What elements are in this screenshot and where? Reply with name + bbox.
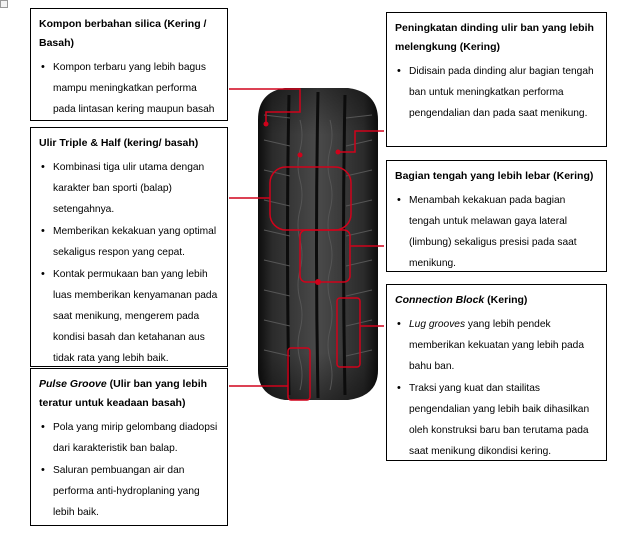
connection-bullets — [395, 314, 598, 462]
center-bullets — [395, 190, 598, 274]
pulse-title-rest: (Ulir ban yang lebih teratur untuk keadaan basah) — [39, 378, 208, 409]
silica-bullet-1: • Kompon terbaru yang lebih bagus mampu meningkatkan performa pada lintasan kering maupun basah — [39, 57, 219, 120]
connection-title-rest: (Kering) — [484, 294, 528, 306]
connection-bullet-1-rest: yang lebih pendek memberikan kekuatan yang lebih pada bahu ban. — [409, 319, 584, 372]
connection-bullet-2: • Traksi yang kuat dan stailitas pengendalian yang lebih baik dihasilkan oleh konstruksi baru ban terutama pada saat menikung dikondisi kering. — [395, 378, 598, 462]
wall-bullet-1: • Didisain pada dinding alur bagian tengah ban untuk meningkatkan performa pengendalian dan pada saat menikung. — [395, 61, 598, 124]
pulse-title — [39, 375, 219, 413]
connection-title-italic: Connection Block — [395, 294, 485, 306]
center-title: Bagian tengah yang lebih lebar (Kering) — [395, 170, 594, 182]
connection-block-box — [386, 284, 607, 461]
wall-title: Peningkatan dinding ulir ban yang lebih melengkung (Kering) — [395, 22, 594, 53]
triple-title: Ulir Triple & Half (kering/ basah) — [39, 137, 199, 149]
triple-half-tread-box — [30, 127, 228, 367]
triple-bullet-3: • Kontak permukaan ban yang lebih luas memberikan kenyamanan pada saat menikung, mengerem pada kondisi basah dan ketahanan aus tidak rata yang lebih baik. — [39, 264, 219, 369]
wider-center-box — [386, 160, 607, 272]
wall-bullets — [395, 61, 598, 124]
connection-title — [395, 291, 598, 310]
silica-title: Kompon berbahan silica (Kering / Basah) — [39, 18, 207, 49]
connection-bullet-1 — [395, 314, 598, 377]
triple-bullet-2: • Memberikan kekakuan yang optimal sekaligus respon yang cepat. — [39, 221, 219, 263]
silica-compound-box — [30, 8, 228, 121]
connection-bullet-1-italic: Lug grooves — [409, 319, 466, 330]
curved-groove-wall-box — [386, 12, 607, 147]
pulse-bullets — [39, 417, 219, 523]
pulse-bullet-1: • Pola yang mirip gelombang diadopsi dari karakteristik ban balap. — [39, 417, 219, 459]
pulse-groove-box — [30, 368, 228, 526]
silica-bullets — [39, 57, 219, 120]
pulse-title-italic: Pulse Groove — [39, 378, 107, 390]
pulse-bullet-2: • Saluran pembuangan air dan performa anti-hydroplaning yang lebih baik. — [39, 460, 219, 523]
triple-bullets — [39, 157, 219, 369]
center-bullet-1: • Menambah kekakuan pada bagian tengah untuk melawan gaya lateral (limbung) sekaligus presisi pada saat menikung. — [395, 190, 598, 274]
triple-bullet-1: • Kombinasi tiga ulir utama dengan karakter ban sporti (balap) setengahnya. — [39, 157, 219, 220]
